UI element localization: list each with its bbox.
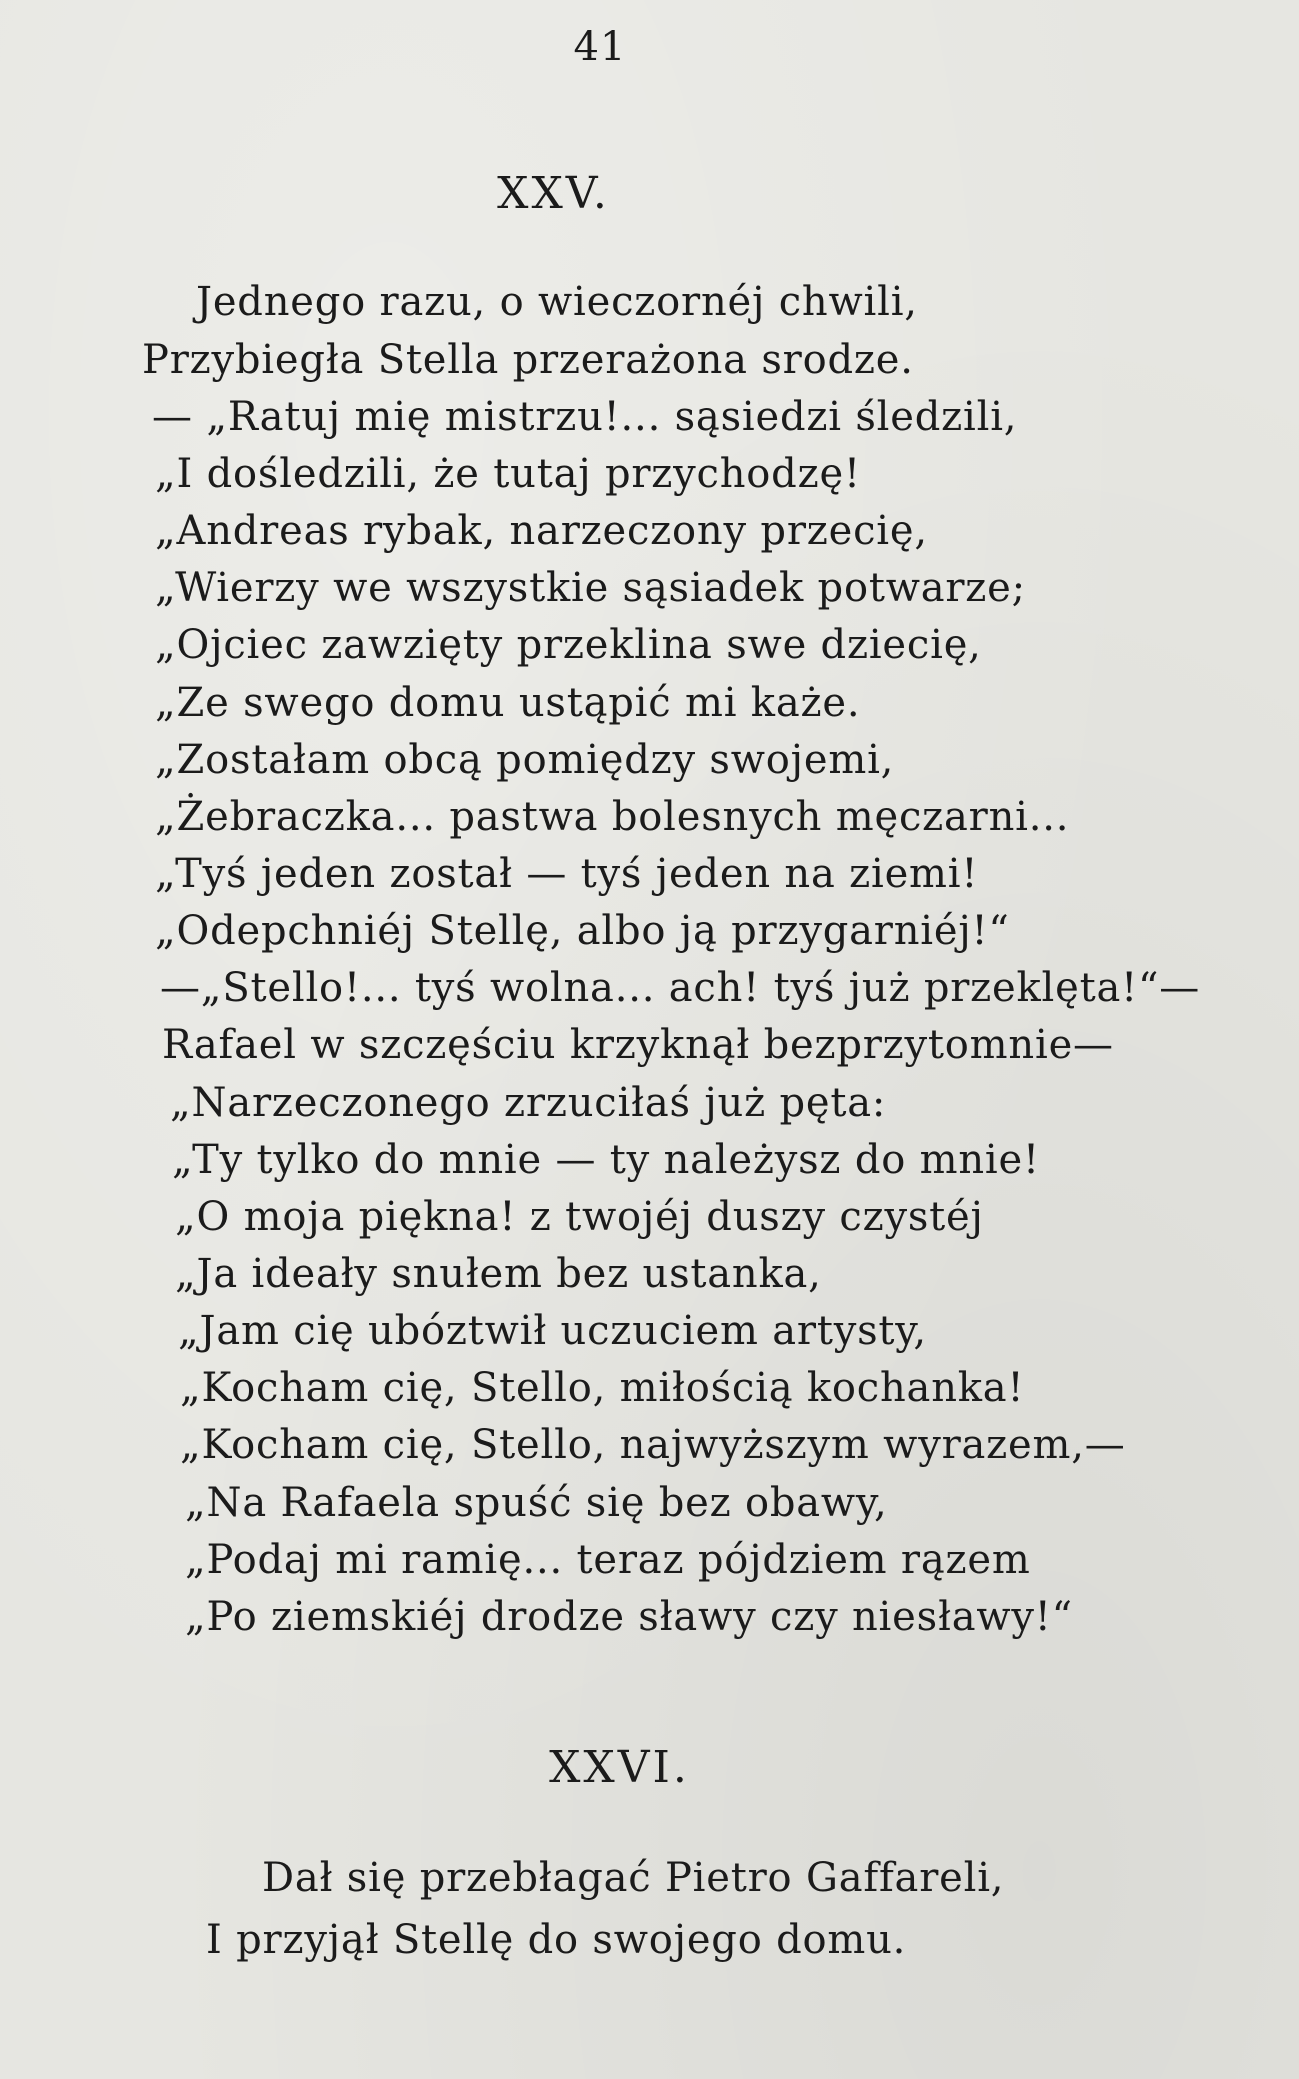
verse-line: I przyjął Stellę do swojego domu. — [206, 1917, 907, 1963]
verse-line: Jednego razu, o wieczornéj chwili, — [196, 279, 918, 325]
verse-line: „Ja ideały snułem bez ustanka, — [175, 1251, 822, 1297]
verse-line: „Wierzy we wszystkie sąsiadek potwarze; — [155, 565, 1026, 611]
verse-line: „Kocham cię, Stello, miłością kochanka! — [180, 1365, 1025, 1411]
verse-line: „Ojciec zawzięty przeklina swe dziecię, — [155, 622, 982, 668]
verse-line: Przybiegła Stella przerażona srodze. — [142, 337, 914, 383]
verse-line: „Żebraczka... pastwa bolesnych męczarni... — [155, 794, 1070, 840]
verse-line: „O moja piękna! z twojéj duszy czystéj — [175, 1194, 984, 1240]
verse-line: Dał się przebłagać Pietro Gaffareli, — [262, 1855, 1005, 1901]
verse-line: „Kocham cię, Stello, najwyższym wyrazem,— — [180, 1422, 1126, 1468]
verse-line: „Odepchniéj Stellę, albo ją przygarniéj!“ — [155, 908, 1010, 954]
section-heading-xxv: XXV. — [497, 168, 610, 219]
verse-line: „Narzeczonego zrzuciłaś już pęta: — [170, 1080, 887, 1126]
verse-line: Rafael w szczęściu krzyknął bezprzytomnie— — [162, 1022, 1114, 1068]
verse-line: „Zostałam obcą pomiędzy swojemi, — [155, 737, 895, 783]
verse-line: —„Stello!... tyś wolna... ach! tyś już przeklęta!“— — [160, 965, 1201, 1011]
verse-line: „Na Rafaela spuść się bez obawy, — [185, 1480, 888, 1526]
verse-line: „Andreas rybak, narzeczony przecię, — [155, 508, 928, 554]
section-heading-xxvi: XXVI. — [549, 1742, 690, 1793]
verse-line: „Jam cię ubóztwił uczuciem artysty, — [178, 1308, 927, 1354]
verse-line: — „Ratuj mię mistrzu!... sąsiedzi śledzili, — [152, 394, 1018, 440]
verse-line: „Ze swego domu ustąpić mi każe. — [155, 680, 861, 726]
verse-line: „Podaj mi ramię... teraz pójdziem rązem — [185, 1537, 1031, 1583]
verse-line: „Ty tylko do mnie — ty należysz do mnie! — [172, 1137, 1040, 1183]
verse-line: „I dośledzili, że tutaj przychodzę! — [155, 451, 861, 497]
verse-line: „Tyś jeden został — tyś jeden na ziemi! — [155, 851, 979, 897]
page-number: 41 — [573, 24, 627, 70]
verse-line: „Po ziemskiéj drodze sławy czy niesławy!“ — [185, 1594, 1073, 1640]
